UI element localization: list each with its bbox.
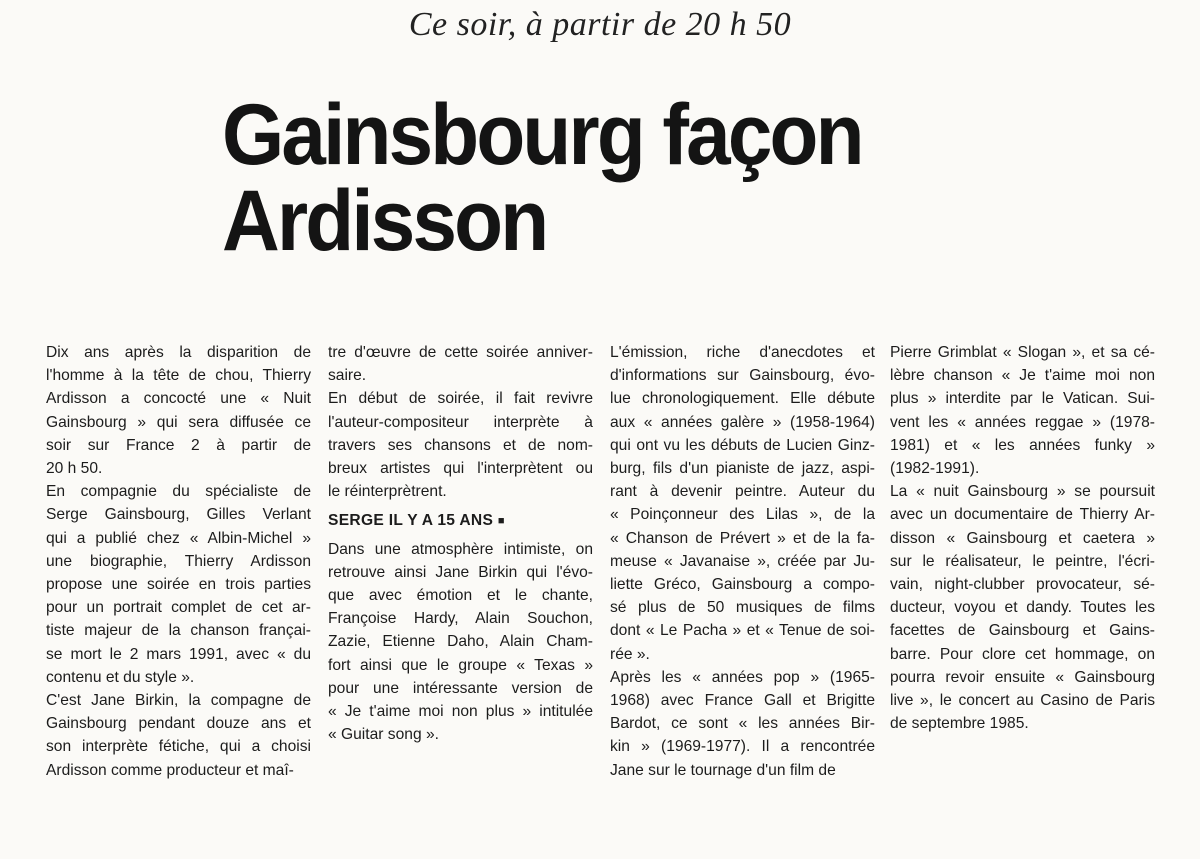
headline-line-2: Ardisson [222,173,547,269]
text-line: qui ont vu les débuts de Lucien Ginz- [610,436,875,454]
text-line: une biographie, Thierry Ardisson [46,552,311,570]
text-line: 1968) avec France Gall et Brigitte [610,692,875,710]
text-line: Jane sur le tournage d'un film de [610,761,836,779]
text-line: barre. Pour clore cet hommage, on [890,645,1155,663]
text-line: pour une intéressante version de [328,679,593,697]
text-line: Zazie, Etienne Daho, Alain Cham- [328,633,593,651]
headline [222,87,862,269]
text-line: saire. [328,367,367,385]
text-line: En compagnie du spécialiste de [46,483,311,501]
text-line: kin » (1969-1977). Il a rencontrée [610,738,875,756]
text-line: Bardot, ce sont « les années Bir- [610,715,875,733]
text-line: ducteur, voyou et dandy. Toutes les [890,599,1155,617]
text-line: pour un portrait complet de cet ar- [46,599,311,617]
text-line: Après les « années pop » (1965- [610,668,875,686]
text-line: rée ». [610,645,650,663]
text-line: 20 h 50. [46,460,103,478]
text-line: plus » interdite par le Vatican. Sui- [890,390,1155,408]
kicker: Ce soir, à partir de 20 h 50 [408,6,792,43]
text-line: « Je t'aime moi non plus » intitulée [328,703,593,721]
text-line: rant à devenir peintre. Auteur du [610,483,875,501]
text-line: d'informations sur Gainsbourg, évo- [610,367,875,385]
text-line: « Chanson de Prévert » et de la fa- [610,529,875,547]
text-line: liette Gréco, Gainsbourg a compo- [610,576,875,594]
text-line: pourra revoir ensuite « Gainsbourg [890,668,1155,686]
text-line: C'est Jane Birkin, la compagne de [46,692,311,710]
text-line: (1982-1991). [890,460,980,478]
text-line: vain, night-clubber provocateur, sé- [890,576,1155,594]
subhead [328,509,593,533]
bullet-icon: ■ [497,515,505,528]
text-line: L'émission, riche d'anecdotes et [610,344,875,361]
column-4 [890,341,1155,735]
text-line: Ardisson a concocté une « Nuit [46,390,311,408]
text-line: dont « Le Pacha » et « Tenue de soi- [610,622,875,640]
column-2-bottom [328,538,593,747]
text-line: vent les « années reggae » (1978- [890,413,1155,431]
text-line: fort ainsi que le groupe « Texas » [328,656,593,674]
text-line: retrouve ainsi Jane Birkin qui l'évo- [328,563,593,581]
text-line: 1981) et « les années funky » [890,436,1155,454]
text-line: contenu et du style ». [46,668,195,686]
text-line: Pierre Grimblat « Slogan », et sa cé- [890,344,1155,361]
column-3 [610,341,875,782]
text-line: Françoise Hardy, Alain Souchon, [328,610,593,628]
text-line: l'homme à la tête de chou, Thierry [46,367,311,385]
text-line: propose une soirée en trois parties [46,576,311,594]
text-line: live », le concert au Casino de Paris [890,692,1155,710]
text-line: soir sur France 2 à partir de [46,436,311,454]
text-line: meuse « Javanaise », créée par Ju- [610,552,875,570]
text-line: Ardisson comme producteur et maî- [46,761,294,779]
text-line: l'auteur-compositeur interprète à [328,413,593,431]
text-line: aux « années galère » (1958-1964) [610,413,875,431]
subhead-text: SERGE IL Y A 15 ANS [328,512,494,530]
text-line: Dix ans après la disparition de [46,344,311,361]
text-line: le réinterprètrent. [328,483,447,501]
text-line: de septembre 1985. [890,715,1029,733]
text-line: « Poinçonneur des Lilas », de la [610,506,875,524]
text-line: travers ses chansons et de nom- [328,436,593,454]
text-line: disson « Gainsbourg et caetera » [890,529,1155,547]
text-line: Serge Gainsbourg, Gilles Verlant [46,506,311,524]
column-2 [328,341,593,746]
text-line: que avec émotion et le chante, [328,587,593,605]
text-line: En début de soirée, il fait revivre [328,390,593,408]
article-body [0,341,1200,851]
column-1 [46,341,311,782]
text-line: Gainsbourg » qui sera diffusée ce [46,413,311,431]
text-line: avec un documentaire de Thierry Ar- [890,506,1155,524]
text-line: La « nuit Gainsbourg » se poursuit [890,483,1155,501]
text-line: lue chronologiquement. Elle débute [610,390,875,408]
text-line: « Guitar song ». [328,726,439,744]
text-line: son interprète fétiche, qui a choisi [46,738,311,756]
text-line: tre d'œuvre de cette soirée anniver- [328,344,593,361]
text-line: sur le réalisateur, le peintre, l'écri- [890,552,1155,570]
text-line: sé plus de 50 musiques de films [610,599,875,617]
text-line: breux artistes qui l'interprètent ou [328,460,593,478]
text-line: qui a publié chez « Albin-Michel » [46,529,311,547]
headline-line-1: Gainsbourg façon [222,87,862,183]
text-line: Dans une atmosphère intimiste, on [328,540,593,558]
text-line: facettes de Gainsbourg et Gains- [890,622,1155,640]
text-line: se mort le 2 mars 1991, avec « du [46,645,311,663]
text-line: tiste majeur de la chanson françai- [46,622,311,640]
text-line: burg, fils d'un pianiste de jazz, aspi- [610,460,875,478]
text-line: lèbre chanson « Je t'aime moi non [890,367,1155,385]
text-line: Gainsbourg pendant douze ans et [46,715,311,733]
column-2-top [328,341,593,503]
